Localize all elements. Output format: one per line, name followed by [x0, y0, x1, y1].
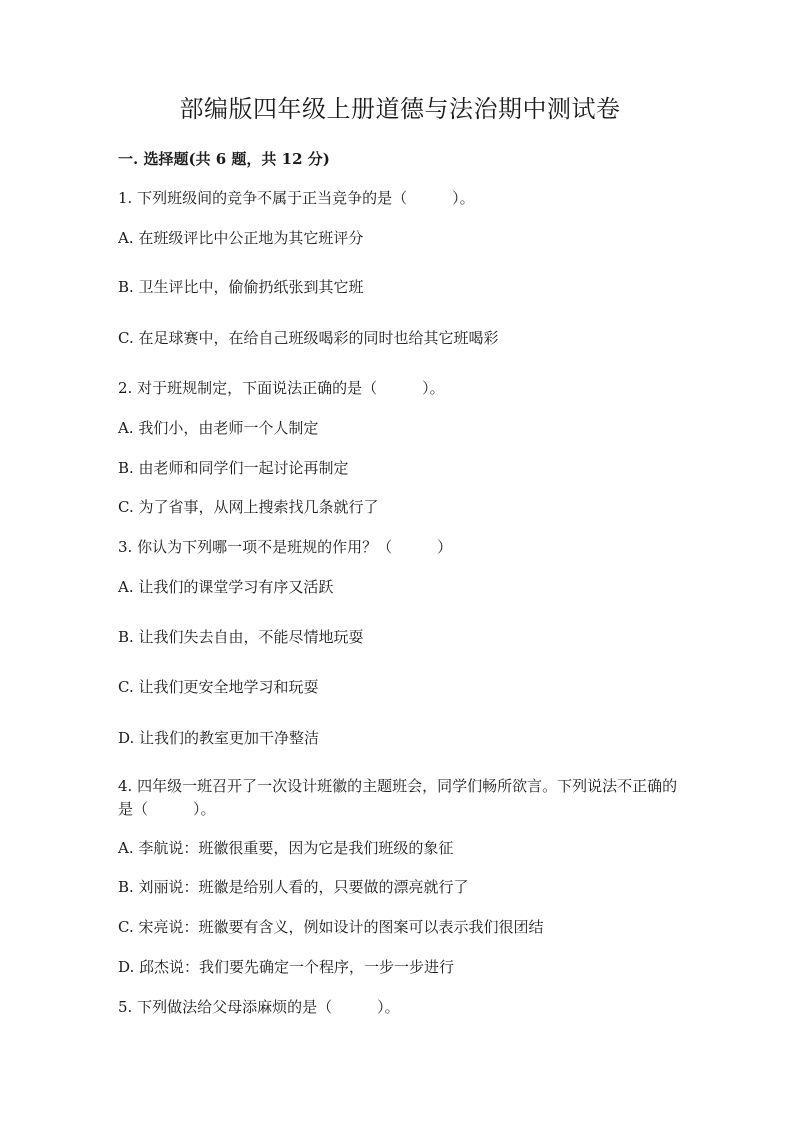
- question-1-option-c: C. 在足球赛中，在给自己班级喝彩的同时也给其它班喝彩: [118, 329, 499, 347]
- question-stem-3: 3. 你认为下列哪一项不是班规的作用？（ ）: [118, 538, 453, 556]
- question-1-option-b: B. 卫生评比中，偷偷扔纸张到其它班: [118, 278, 364, 296]
- question-2-option-c: C. 为了省事，从网上搜索找几条就行了: [118, 498, 379, 516]
- question-4-option-d: D. 邱杰说：我们要先确定一个程序，一步一步进行: [118, 958, 455, 976]
- question-4-option-c: C. 宋亮说：班徽要有含义，例如设计的图案可以表示我们很团结: [118, 918, 544, 936]
- question-4-option-b: B. 刘丽说：班徽是给别人看的，只要做的漂亮就行了: [118, 878, 469, 896]
- question-stem-4: 4. 四年级一班召开了一次设计班徽的主题班会，同学们畅所欲言。下列说法不正确的是（ ）。: [118, 777, 678, 818]
- question-1-option-a: A. 在班级评比中公正地为其它班评分: [118, 229, 364, 247]
- question-3-option-c: C. 让我们更安全地学习和玩耍: [118, 678, 319, 696]
- section-heading: 一. 选择题(共 6 题，共 12 分): [118, 150, 330, 168]
- question-3-option-a: A. 让我们的课堂学习有序又活跃: [118, 578, 334, 596]
- question-stem-5: 5. 下列做法给父母添麻烦的是（ ）。: [118, 998, 400, 1016]
- page-title: 部编版四年级上册道德与法治期中测试卷: [179, 95, 621, 123]
- question-2-option-b: B. 由老师和同学们一起讨论再制定: [118, 459, 349, 477]
- question-stem-1: 1. 下列班级间的竞争不属于正当竞争的是（ ）。: [118, 189, 475, 207]
- question-3-option-d: D. 让我们的教室更加干净整洁: [118, 729, 320, 747]
- question-4-option-a: A. 李航说：班徽很重要，因为它是我们班级的象征: [118, 839, 454, 857]
- question-3-option-b: B. 让我们失去自由，不能尽情地玩耍: [118, 628, 364, 646]
- question-stem-2: 2. 对于班规制定，下面说法正确的是（ ）。: [118, 379, 445, 397]
- question-2-option-a: A. 我们小，由老师一个人制定: [118, 419, 319, 437]
